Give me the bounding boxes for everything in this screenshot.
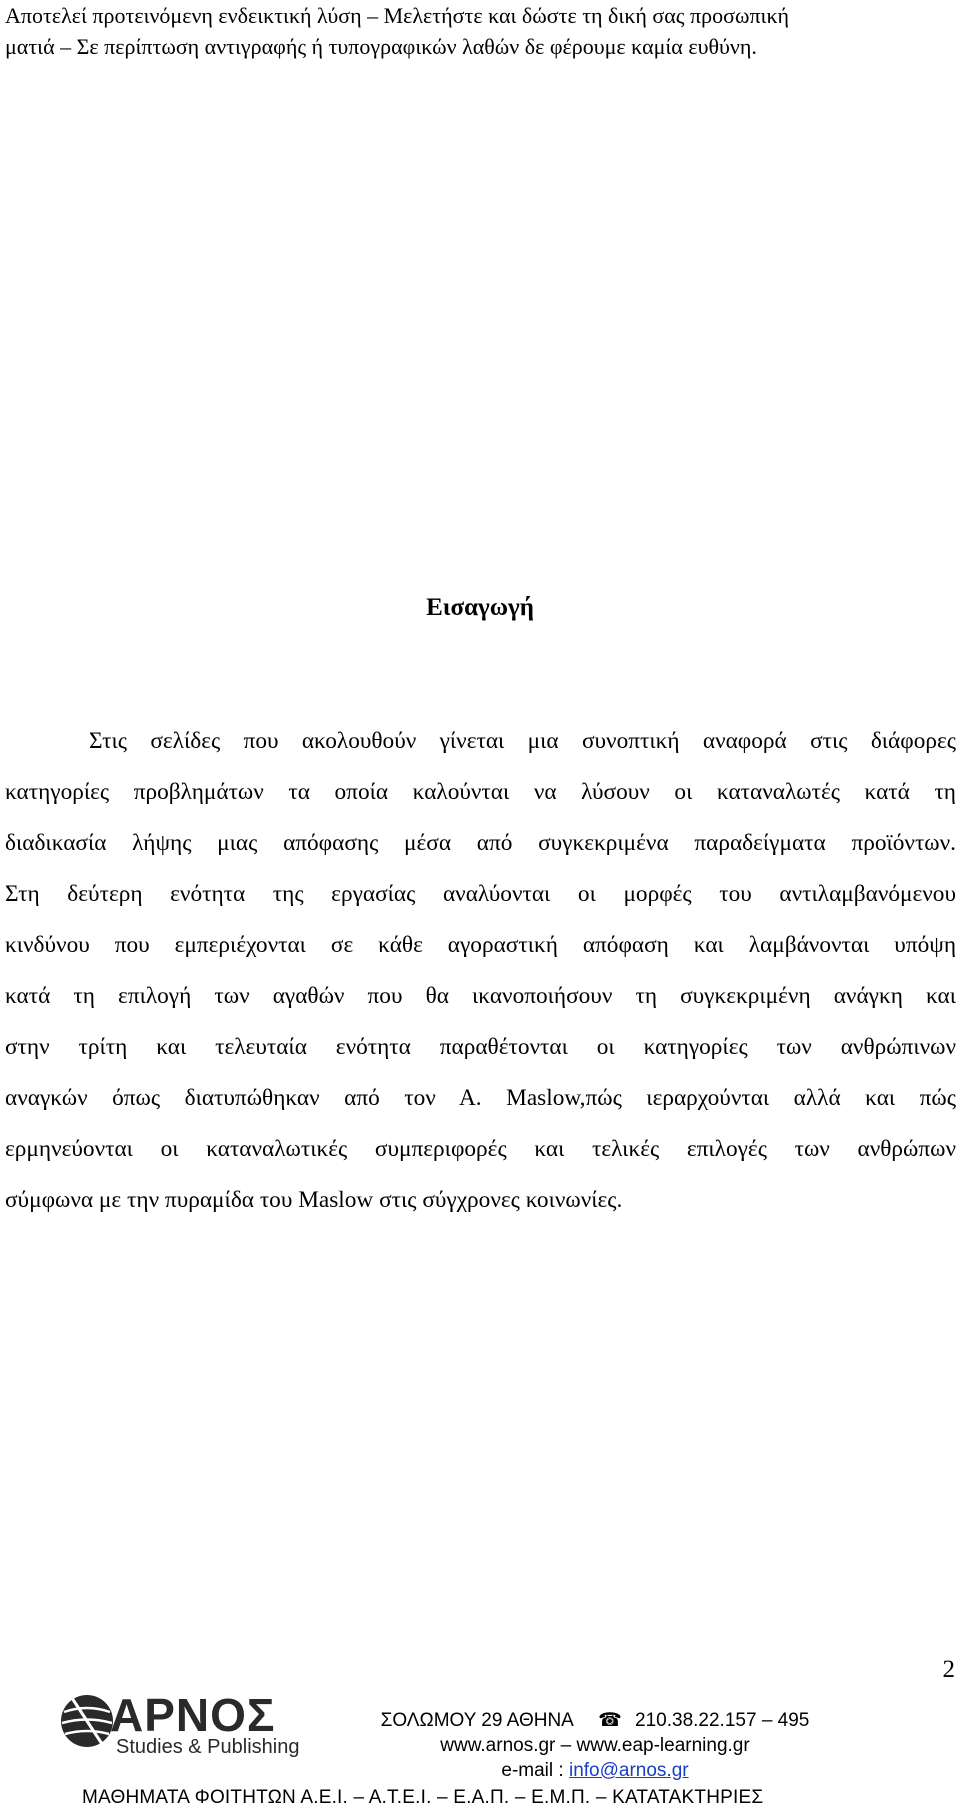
paragraph-line: κατηγορίες προβλημάτων τα οποία καλούνται να λύσουν οι καταναλωτές κατά τη xyxy=(5,779,956,805)
footer-tagline: ΜΑΘΗΜΑΤΑ ΦΟΙΤΗΤΩΝ Α.Ε.Ι. – Α.Τ.Ε.Ι. – Ε.Α.Π. – Ε.Μ.Π. – ΚΑΤΑΤΑΚΤΗΡΙΕΣ xyxy=(82,1787,764,1808)
paragraph-line: κατά τη επιλογή των αγαθών που θα ικανοποιήσουν τη συγκεκριμένη ανάγκη και xyxy=(5,983,956,1009)
paragraph-line: αναγκών όπως διατυπώθηκαν από τον Α. Maslow,πώς ιεραρχούνται αλλά και πώς xyxy=(5,1085,956,1111)
phone-icon: ☎ xyxy=(598,1710,622,1731)
disclaimer-header xyxy=(5,0,955,62)
phone-number: 210.38.22.157 – 495 xyxy=(635,1710,810,1731)
paragraph-line: στην τρίτη και τελευταία ενότητα παραθέτονται οι κατηγορίες των ανθρώπινων xyxy=(5,1034,956,1060)
address: ΣΟΛΩΜΟΥ 29 ΑΘΗΝΑ xyxy=(380,1710,573,1731)
paragraph-line: ερμηνεύονται οι καταναλωτικές συμπεριφορές και τελικές επιλογές των ανθρώπων xyxy=(5,1136,956,1162)
paragraph-line: σύμφωνα με την πυραμίδα του Maslow στις σύγχρονες κοινωνίες. xyxy=(5,1187,623,1213)
body-paragraph xyxy=(5,716,956,1226)
paragraph-line: διαδικασία λήψης μιας απόφασης μέσα από συγκεκριμένα παραδείγματα προϊόντων. xyxy=(5,830,956,856)
page-number: 2 xyxy=(942,1656,955,1683)
websites[interactable]: www.arnos.gr – www.eap-learning.gr xyxy=(440,1735,750,1756)
page-title: Εισαγωγή xyxy=(426,594,534,621)
logo-name: ΑΡΝΟΣ xyxy=(110,1689,276,1741)
email-label: e-mail : xyxy=(501,1760,569,1781)
logo-subtitle: Studies & Publishing xyxy=(116,1736,300,1758)
paragraph-line: Στις σελίδες που ακολουθούν γίνεται μια συνοπτική αναφορά στις διάφορες xyxy=(89,728,956,754)
globe-icon xyxy=(58,1692,116,1750)
email-row xyxy=(340,1758,850,1783)
arnos-logo xyxy=(58,1690,308,1758)
paragraph-line: κινδύνου που εμπεριέχονται σε κάθε αγοραστική απόφαση και λαμβάνονται υπόψη xyxy=(5,932,956,958)
paragraph-line: Στη δεύτερη ενότητα της εργασίας αναλύονται οι μορφές του αντιλαμβανόμενου xyxy=(5,881,956,907)
contact-block xyxy=(340,1708,850,1783)
disclaimer-line-2: ματιά – Σε περίπτωση αντιγραφής ή τυπογραφικών λαθών δε φέρουμε καμία ευθύνη. xyxy=(5,34,757,59)
address-row xyxy=(340,1708,850,1733)
disclaimer-line-1: Αποτελεί προτεινόμενη ενδεικτική λύση – Μελετήστε και δώστε τη δική σας προσωπική xyxy=(5,3,790,28)
email-link[interactable]: info@arnos.gr xyxy=(568,1760,689,1781)
